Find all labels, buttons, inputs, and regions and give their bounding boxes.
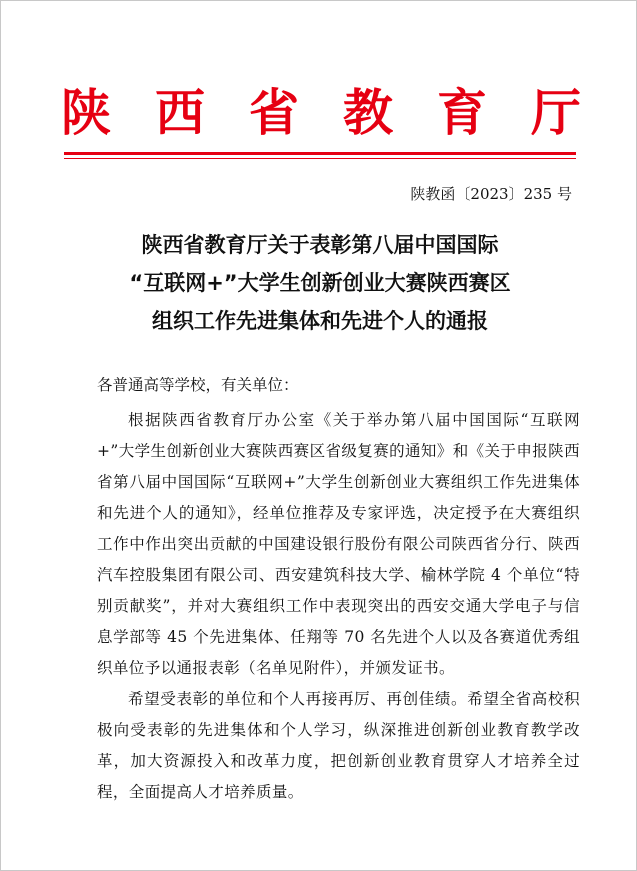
- letterhead-rule-thick: [64, 152, 576, 155]
- letterhead-char: 教: [343, 83, 393, 142]
- letterhead-char: 育: [437, 83, 487, 142]
- letterhead-char: 陕: [61, 83, 111, 142]
- title-line: 组织工作先进集体和先进个人的通报: [152, 309, 488, 333]
- letterhead-char: 西: [155, 83, 205, 142]
- title-line: 陕西省教育厅关于表彰第八届中国国际: [141, 233, 499, 257]
- letterhead-rule-thin: [64, 158, 576, 159]
- document-body: [97, 370, 580, 808]
- letterhead-char: 厅: [531, 83, 581, 142]
- document-title: [64, 226, 576, 340]
- letterhead-title: [61, 69, 581, 149]
- document-number: 陕教函〔2023〕235 号: [410, 185, 572, 203]
- letterhead-char: 省: [249, 83, 299, 142]
- body-paragraph: 希望受表彰的单位和个人再接再厉、再创佳绩。希望全省高校积极向受表彰的先进集体和个人学习，纵深推进创新创业教育教学改革，加大资源投入和改革力度，把创新创业教育贯穿人才培养全过程，全面提高人才培养质量。: [97, 690, 580, 801]
- salutation: 各普通高等学校，有关单位：: [97, 376, 299, 394]
- body-paragraph: 根据陕西省教育厅办公室《关于举办第八届中国国际“互联网+”大学生创新创业大赛陕西赛区省级复赛的通知》和《关于申报陕西省第八届中国国际“互联网+”大学生创新创业大赛组织工作先进集体和先进个人的通知》，经单位推荐及专家评选，决定授予在大赛组织工作中作出突出贡献的中国建设银行股份有限公司陕西省分行、陕西汽车控股集团有限公司、西安建筑科技大学、榆林学院 4 个单位“特别贡献奖”，并对大赛组织工作中表现突出的西安交通大学电子与信息学部等 45 个先进集体、任翔等 70 名先进个人以及各赛道优秀组织单位予以通报表彰（名单见附件），并颁发证书。: [97, 411, 580, 677]
- title-line: “互联网+”大学生创新创业大赛陕西赛区: [129, 271, 511, 295]
